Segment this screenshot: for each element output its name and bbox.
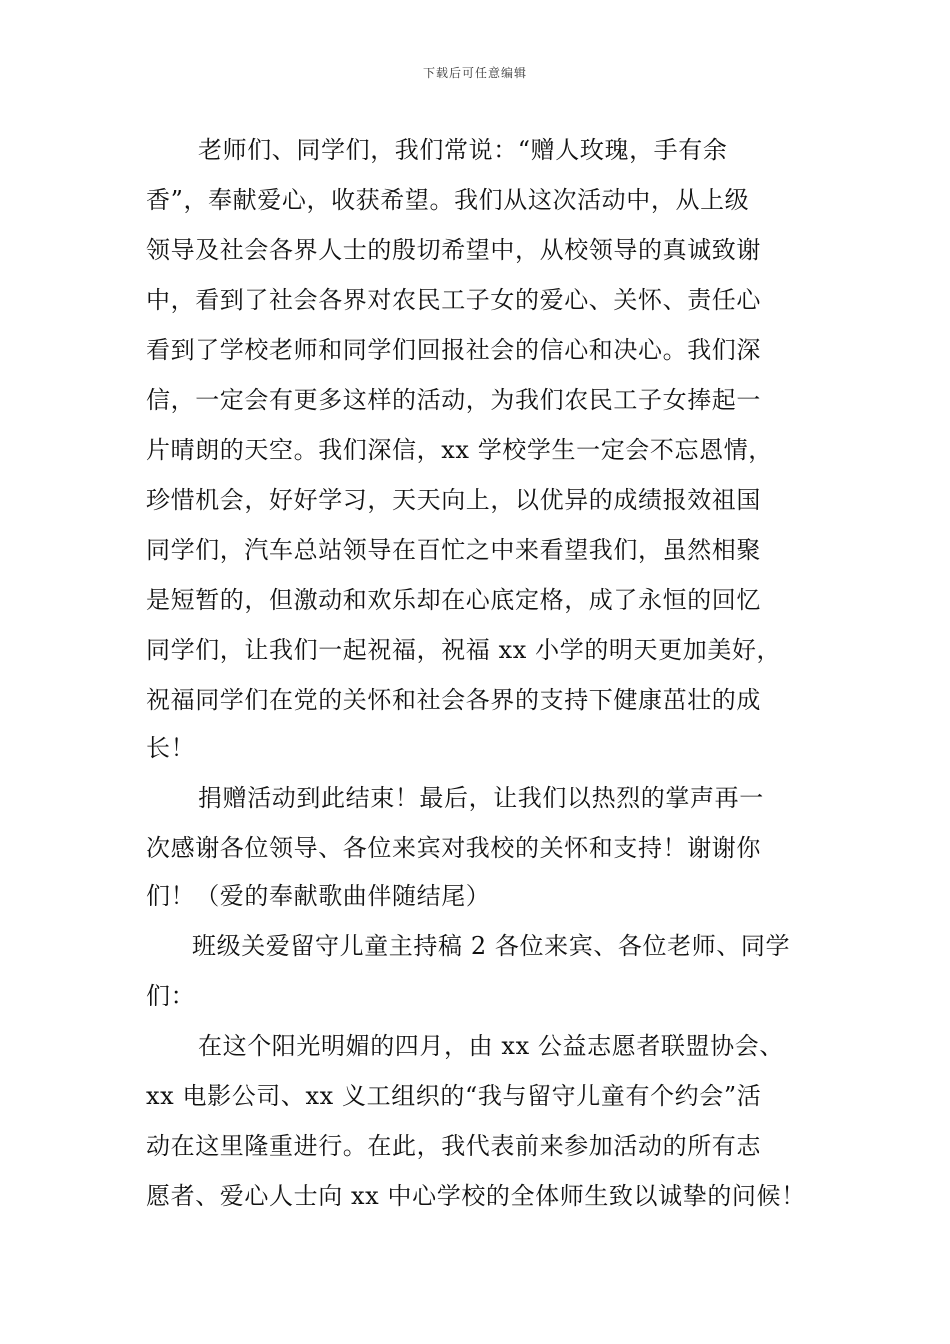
text-line: 长！ (146, 734, 196, 762)
text-line: 看到了学校老师和同学们回报社会的信心和决心。我们深 (146, 336, 761, 364)
text-line: 片晴朗的天空。我们深信，xx 学校学生一定会不忘恩情， (146, 436, 773, 464)
text-line: 老师们、同学们，我们常说：“赠人玫瑰，手有余 (198, 136, 728, 164)
text-line: 同学们，汽车总站领导在百忙之中来看望我们，虽然相聚 (146, 536, 761, 564)
text-line: 动在这里隆重进行。在此，我代表前来参加活动的所有志 (146, 1132, 761, 1160)
text-line: 香”，奉献爱心，收获希望。我们从这次活动中，从上级 (146, 186, 750, 214)
text-line: 们！（爱的奉献歌曲伴随结尾） (146, 882, 491, 910)
text-line: 次感谢各位领导、各位来宾对我校的关怀和支持！谢谢你 (146, 834, 761, 862)
text-line: 同学们，让我们一起祝福，祝福 xx 小学的明天更加美好， (146, 636, 782, 664)
text-line: xx 电影公司、xx 义工组织的“我与留守儿童有个约会”活 (146, 1082, 762, 1110)
text-line: 愿者、爱心人士向 xx 中心学校的全体师生致以诚挚的问候！ (146, 1182, 806, 1210)
page-header: 下载后可任意编辑 (422, 66, 527, 80)
text-line: 祝福同学们在党的关怀和社会各界的支持下健康茁壮的成 (146, 686, 761, 714)
text-line: 中，看到了社会各界对农民工子女的爱心、关怀、责任心 (146, 286, 761, 314)
text-line: 是短暂的，但激动和欢乐却在心底定格，成了永恒的回忆 (146, 586, 761, 614)
text-line: 信，一定会有更多这样的活动，为我们农民工子女捧起一 (146, 386, 761, 414)
text-line: 领导及社会各界人士的殷切希望中，从校领导的真诚致谢 (146, 236, 761, 264)
text-line: 在这个阳光明媚的四月，由 xx 公益志愿者联盟协会、 (198, 1032, 784, 1060)
text-line: 捐赠活动到此结束！最后，让我们以热烈的掌声再一 (198, 784, 764, 812)
text-line: 们： (146, 982, 196, 1010)
text-line: 班级关爱留守儿童主持稿 2 各位来宾、各位老师、同学 (192, 932, 791, 960)
text-line: 珍惜机会，好好学习，天天向上，以优异的成绩报效祖国 (146, 486, 761, 514)
